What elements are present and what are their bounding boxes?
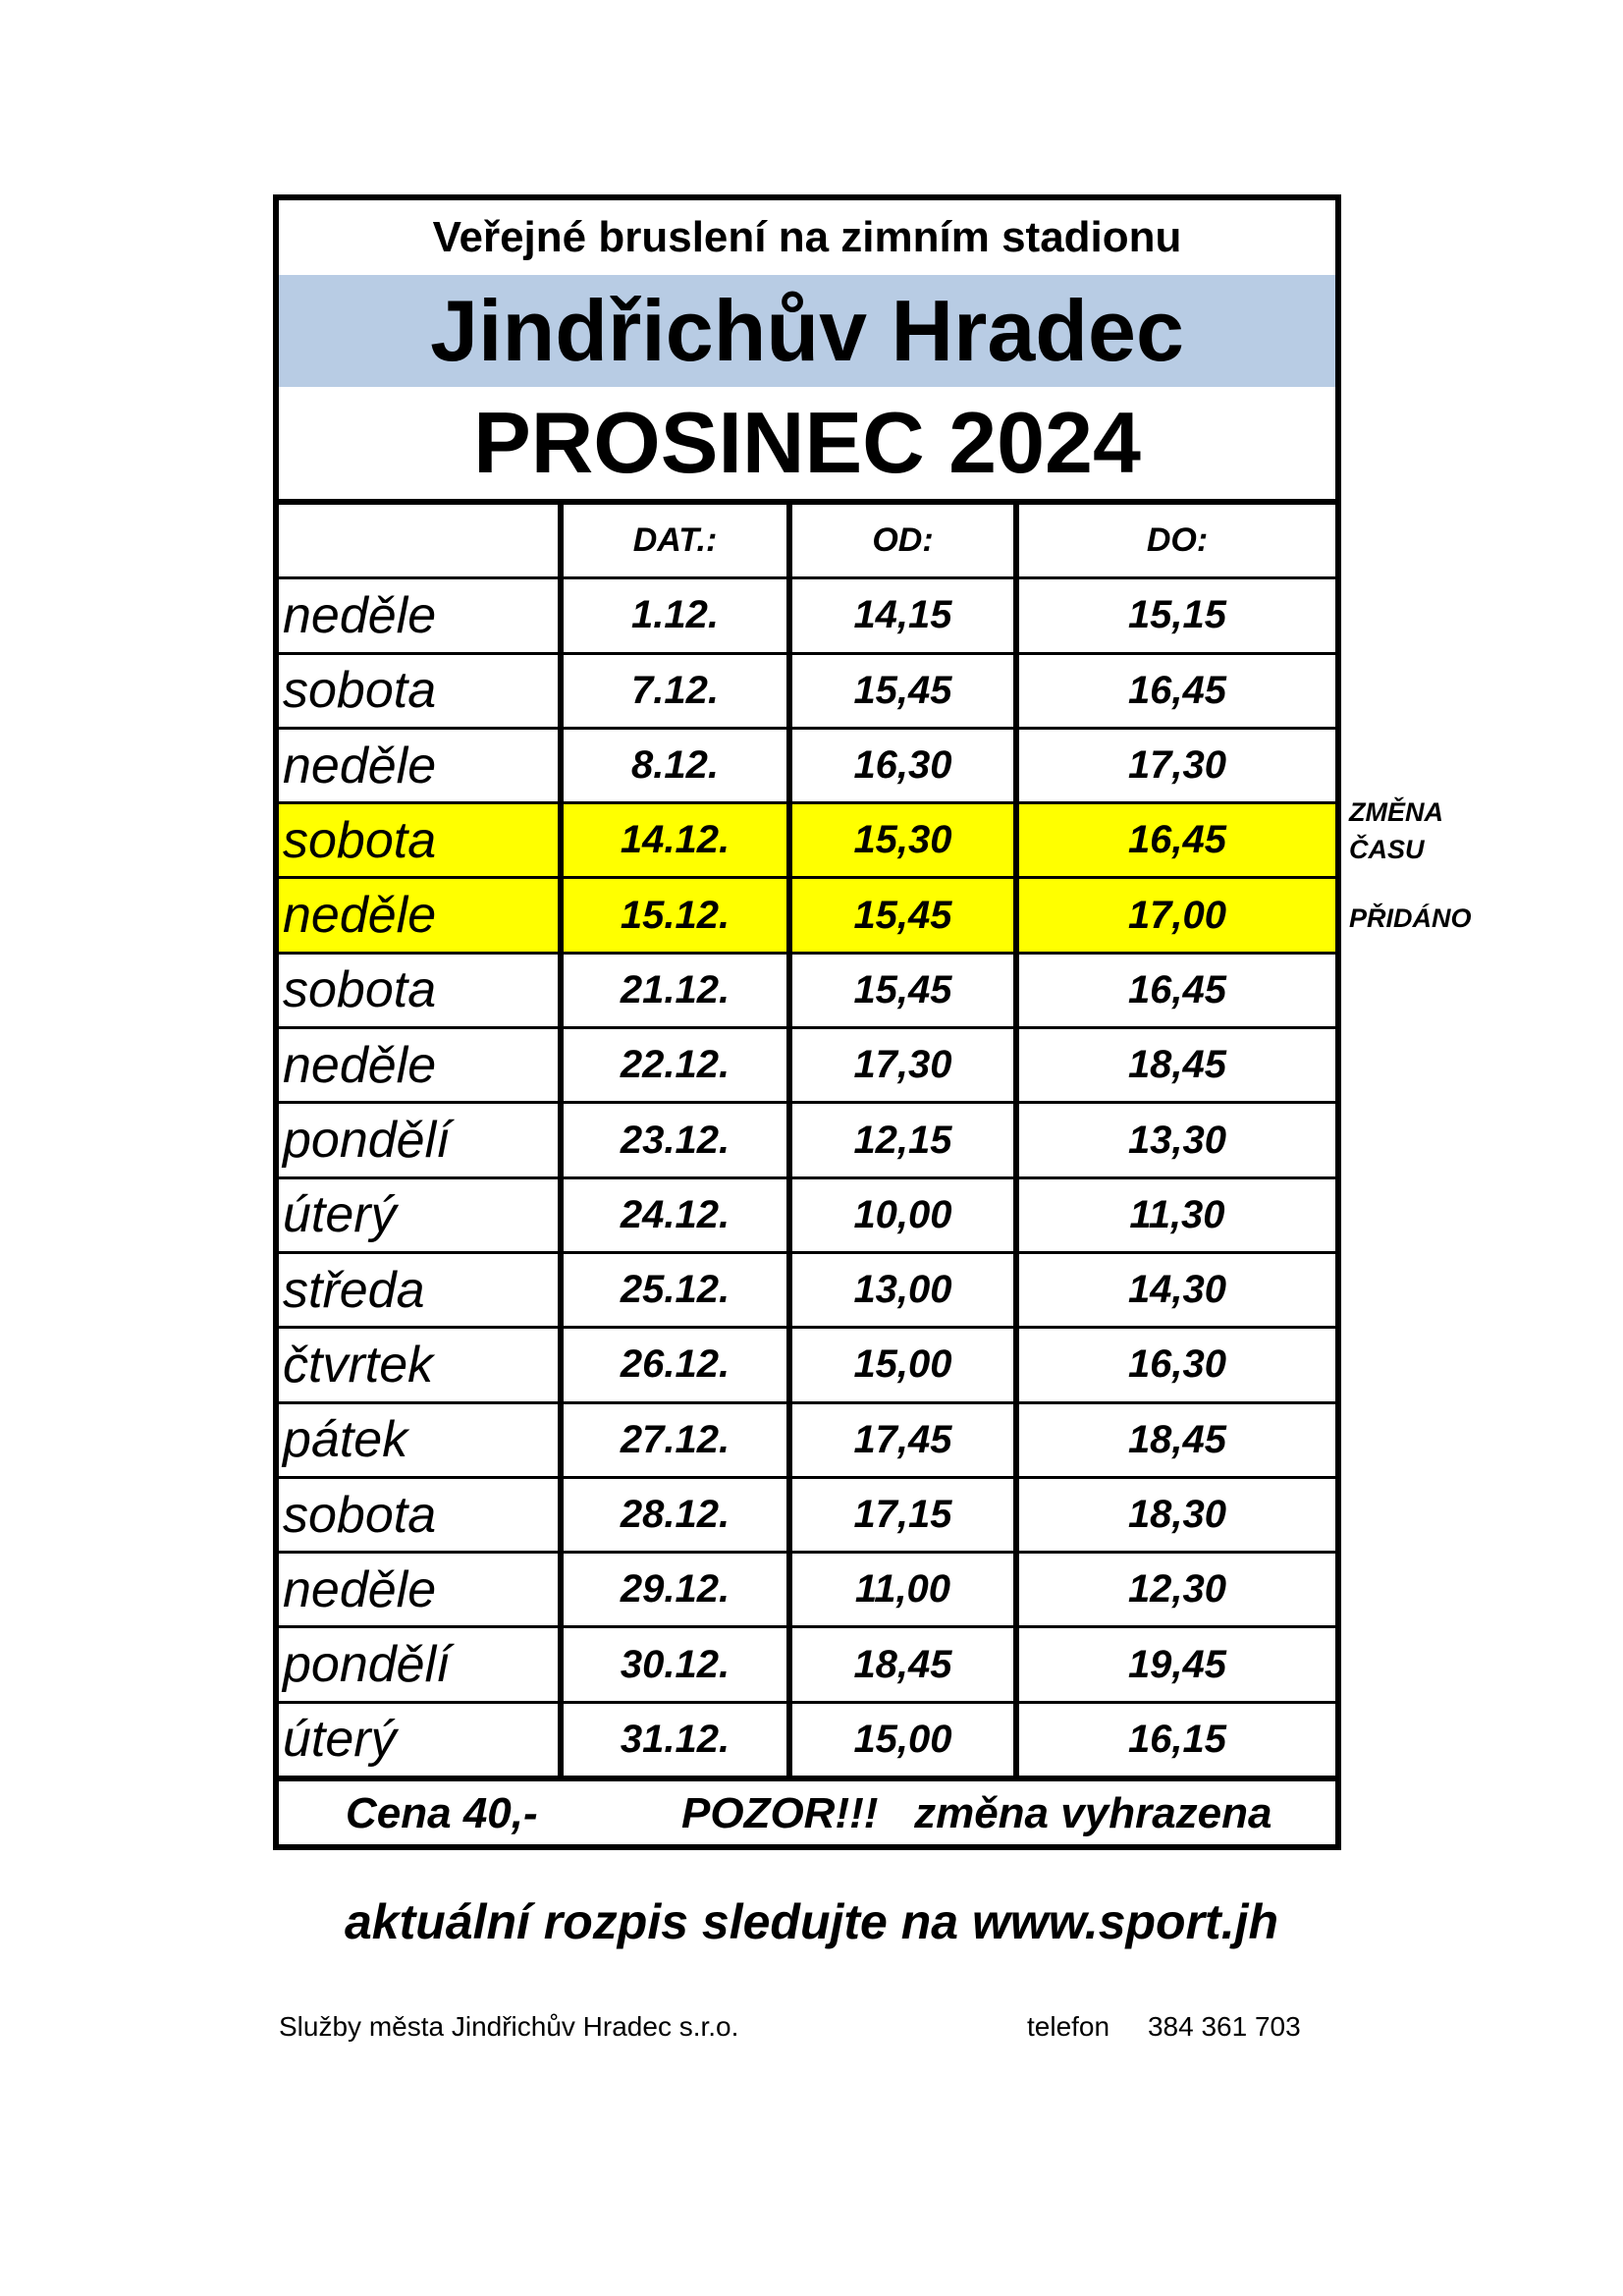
day-cell: sobota	[279, 804, 564, 876]
warning-text: POZOR!!! změna vyhrazena	[681, 1789, 1272, 1837]
day-cell: neděle	[279, 1554, 564, 1625]
table-footer	[279, 1781, 1335, 1846]
table-row	[279, 1329, 1335, 1403]
table-header-row	[279, 505, 1335, 579]
date-cell: 15.12.	[564, 879, 792, 951]
start-time-cell: 15,00	[792, 1329, 1019, 1400]
start-time-cell: 16,30	[792, 730, 1019, 801]
start-time-cell: 18,45	[792, 1628, 1019, 1700]
note-added: PŘIDÁNO	[1349, 903, 1472, 933]
date-cell: 29.12.	[564, 1554, 792, 1625]
date-cell: 7.12.	[564, 655, 792, 727]
table-row	[279, 1628, 1335, 1703]
start-time-cell: 15,45	[792, 955, 1019, 1026]
column-header-date: DAT.:	[564, 505, 792, 576]
start-time-cell: 15,45	[792, 655, 1019, 727]
date-cell: 27.12.	[564, 1404, 792, 1476]
table-row	[279, 655, 1335, 730]
date-cell: 21.12.	[564, 955, 792, 1026]
day-cell: sobota	[279, 955, 564, 1026]
end-time-cell: 16,45	[1127, 668, 1227, 712]
column-header-day	[279, 505, 564, 576]
end-time-cell: 15,15	[1127, 593, 1227, 637]
table-row	[279, 1254, 1335, 1329]
table-row	[279, 1479, 1335, 1554]
end-time-cell: 17,30	[1127, 743, 1227, 788]
date-cell: 8.12.	[564, 730, 792, 801]
end-time-cell: 16,30	[1127, 1342, 1227, 1387]
note-time-change	[1349, 793, 1443, 868]
start-time-cell: 15,00	[792, 1704, 1019, 1776]
end-time-cell: 16,45	[1127, 967, 1227, 1011]
date-cell: 30.12.	[564, 1628, 792, 1700]
table-row	[279, 1179, 1335, 1254]
table-row	[279, 1029, 1335, 1104]
day-cell: sobota	[279, 655, 564, 727]
company-name: Služby města Jindřichův Hradec s.r.o.	[279, 2011, 739, 2042]
date-cell: 24.12.	[564, 1179, 792, 1251]
schedule-subtitle: Veřejné bruslení na zimním stadionu	[432, 213, 1182, 261]
end-time-cell: 12,30	[1127, 1567, 1227, 1612]
day-cell: neděle	[279, 1029, 564, 1101]
day-cell: pátek	[279, 1404, 564, 1476]
table-body	[279, 579, 1335, 1778]
day-cell: úterý	[279, 1704, 564, 1776]
date-cell: 1.12.	[564, 579, 792, 651]
start-time-cell: 15,45	[792, 879, 1019, 951]
schedule-table	[273, 194, 1341, 1850]
date-cell: 26.12.	[564, 1329, 792, 1400]
table-row	[279, 804, 1335, 879]
table-row	[279, 955, 1335, 1029]
day-cell: neděle	[279, 730, 564, 801]
column-header-to: DO:	[1146, 521, 1209, 560]
day-cell: čtvrtek	[279, 1329, 564, 1400]
date-cell: 22.12.	[564, 1029, 792, 1101]
table-row	[279, 1554, 1335, 1628]
end-time-cell: 14,30	[1127, 1268, 1227, 1312]
table-row	[279, 1404, 1335, 1479]
city-title: Jindřichův Hradec	[279, 275, 1335, 387]
day-cell: úterý	[279, 1179, 564, 1251]
date-cell: 23.12.	[564, 1104, 792, 1175]
start-time-cell: 17,45	[792, 1404, 1019, 1476]
start-time-cell: 11,00	[792, 1554, 1019, 1625]
month-title: PROSINEC 2024	[473, 394, 1141, 491]
end-time-cell: 18,30	[1127, 1493, 1227, 1536]
day-cell: pondělí	[279, 1104, 564, 1175]
date-cell: 31.12.	[564, 1704, 792, 1776]
end-time-cell: 13,30	[1127, 1118, 1227, 1162]
start-time-cell: 14,15	[792, 579, 1019, 651]
table-row	[279, 730, 1335, 804]
date-cell: 28.12.	[564, 1479, 792, 1551]
start-time-cell: 17,15	[792, 1479, 1019, 1551]
end-time-cell: 19,45	[1127, 1642, 1227, 1686]
price-text: Cena 40,-	[346, 1789, 538, 1837]
table-row	[279, 879, 1335, 954]
website-note: aktuální rozpis sledujte na www.sport.jh	[344, 1894, 1279, 1949]
note-time-change-line2: ČASU	[1349, 835, 1425, 864]
schedule-grid	[279, 505, 1335, 1778]
table-row	[279, 579, 1335, 654]
date-cell: 25.12.	[564, 1254, 792, 1326]
column-header-from: OD:	[792, 505, 1019, 576]
table-row	[279, 1104, 1335, 1178]
start-time-cell: 17,30	[792, 1029, 1019, 1101]
date-cell: 14.12.	[564, 804, 792, 876]
start-time-cell: 10,00	[792, 1179, 1019, 1251]
note-time-change-line1: ZMĚNA	[1349, 797, 1443, 827]
start-time-cell: 13,00	[792, 1254, 1019, 1326]
phone-number: telefon 384 361 703	[1027, 2011, 1301, 2042]
day-cell: neděle	[279, 579, 564, 651]
end-time-cell: 16,15	[1127, 1717, 1227, 1761]
end-time-cell: 18,45	[1127, 1043, 1227, 1087]
end-time-cell: 17,00	[1127, 893, 1227, 937]
start-time-cell: 12,15	[792, 1104, 1019, 1175]
end-time-cell: 16,45	[1127, 818, 1227, 862]
end-time-cell: 18,45	[1127, 1417, 1227, 1461]
day-cell: středa	[279, 1254, 564, 1326]
day-cell: pondělí	[279, 1628, 564, 1700]
start-time-cell: 15,30	[792, 804, 1019, 876]
table-row	[279, 1704, 1335, 1778]
day-cell: neděle	[279, 879, 564, 951]
day-cell: sobota	[279, 1479, 564, 1551]
end-time-cell: 11,30	[1129, 1192, 1225, 1236]
